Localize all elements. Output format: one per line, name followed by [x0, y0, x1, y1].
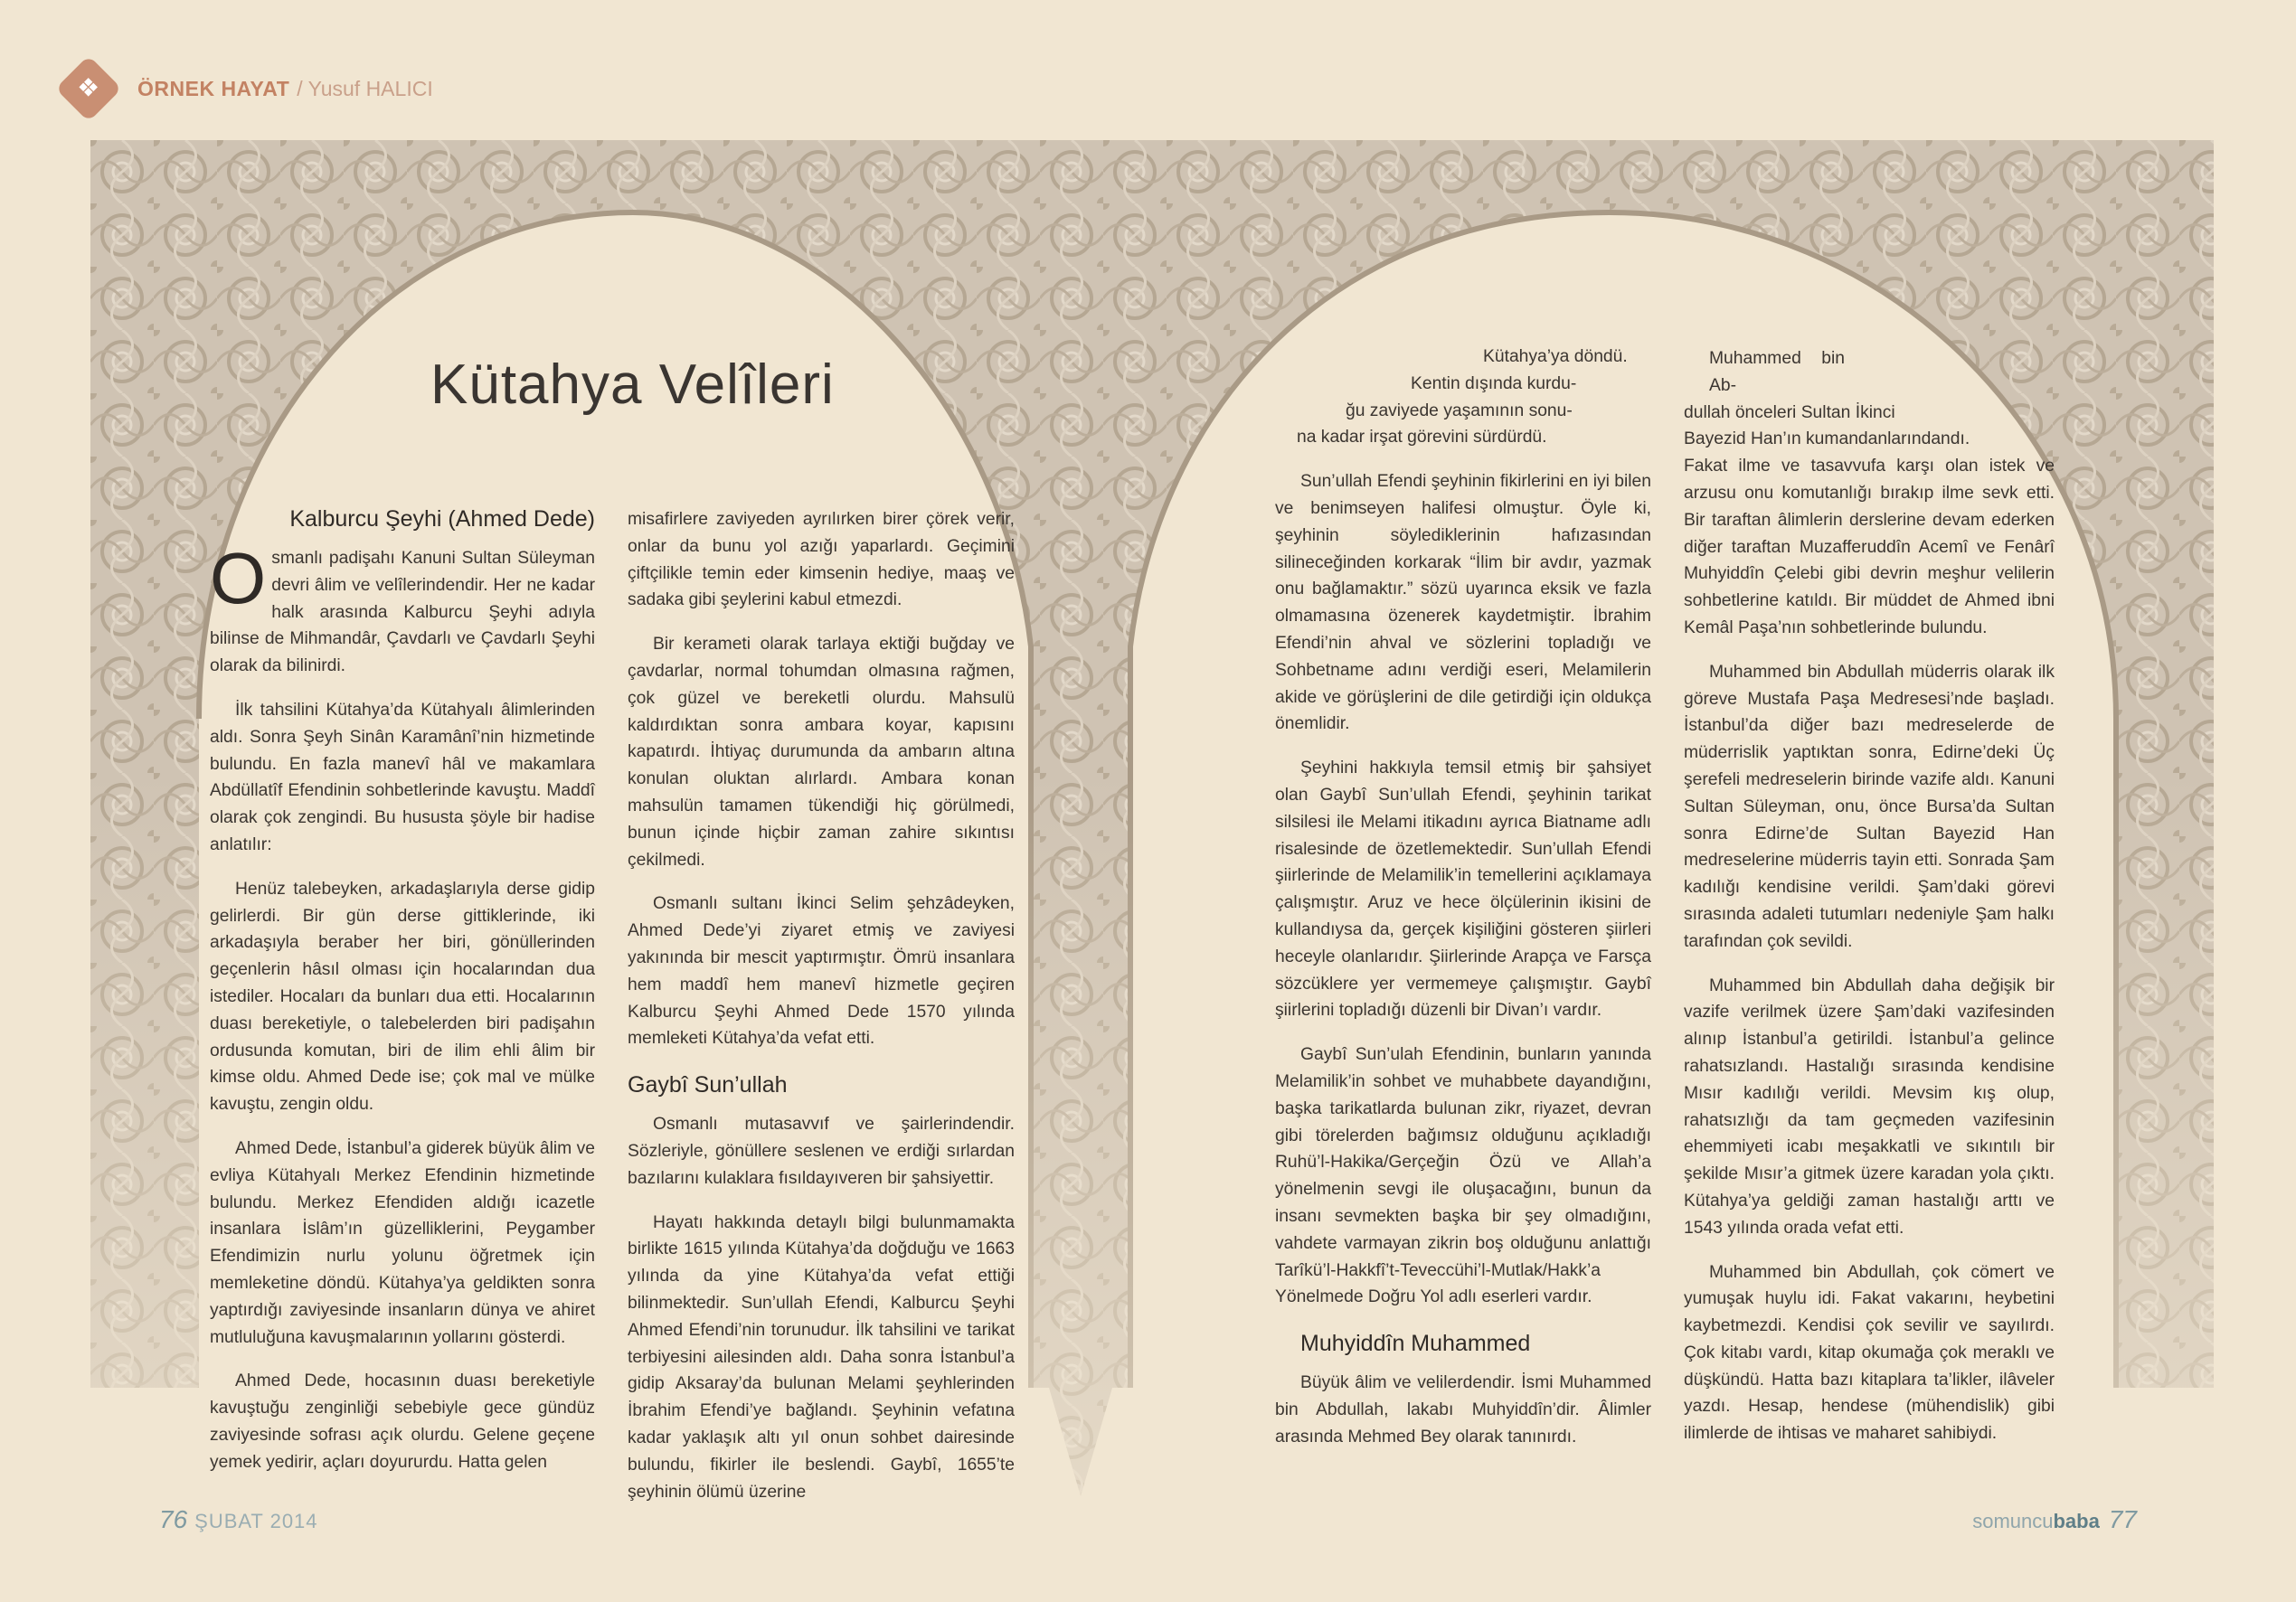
- heading-muhyiddin: Muhyiddîn Muhammed: [1300, 1331, 1531, 1357]
- heading-gaybi: Gaybî Sun’ullah: [628, 1072, 788, 1098]
- footer-left: [159, 1505, 318, 1534]
- arch-intro-lines: Kütahya’ya döndü. Kentin dışında kurdu- ğu zaviyede yaşamının sonu- na kadar irşat görevini sürdürdü.: [1297, 347, 1628, 448]
- section-title: ÖRNEK HAYAT: [137, 76, 290, 100]
- heading-kalburcu: Kalburcu Şeyhi (Ahmed Dede): [289, 506, 595, 532]
- magazine-name: somuncu: [1972, 1510, 2054, 1532]
- page-number-left: 76: [159, 1505, 188, 1533]
- paragraph: Muhammed bin Abdullah, çok cömert ve yumuşak huylu idi. Fakat vakarını, heybetini kaybetmezdi. Kendisi çok sevilir ve sayılırdı. Çok kitabı vardı, kitap okumağa çok meraklı ve düşkündü. Hatta bazı kitaplara ta’likler, ilâveler yazdı. Hesap, hendese (mühendislik) gibi ilimlerde de ihtisas ve maharet sahibiydi.: [1684, 1262, 2055, 1444]
- page-header: [65, 60, 433, 118]
- text-column-1: [210, 504, 595, 1494]
- paragraph: Bir kerameti olarak tarlaya ektiği buğday ve çavdarlar, normal tohumdan olmasına rağmen, çok güzel ve bereketli olurdu. Mahsulü kaldırdıktan sonra ambara koyar, kapısını kapatırdı. İhtiyaç durumunda da ambarın altına konulan oluktan alırlardı. Ambara konan mahsulün tamamen tükendiği hiç görülmedi, bunun içinde hiçbir zaman zahire sıkıntısı çekilmedi.: [628, 635, 1015, 870]
- paragraph: Muhammed bin Ab- dullah önceleri Sultan İkinci Bayezid Han’ın kumandanlarındandı. Fakat ilme ve tasavvufa karşı olan istek ve arzusu onu komutanlığı bırakıp ilme sevk etti. Bir taraftan âlimlerin derslerine devam ederken diğer taraftan Muzafferuddîn Acemî ve Fenârî Muhyiddîn Çelebi gibi devrin meşhur velilerin sohbetlerine katıldı. Bir müddet de Ahmed ibni Kemâl Paşa’nın sohbetlerinde bulundu.: [1684, 349, 2055, 637]
- paragraph: Osmanlı mutasavvıf ve şairlerindendir. Sözleriyle, gönüllere seslenen ve erdiği sırlardan bazılarını kulaklara fısıldayıveren bir şahsiyettir.: [628, 1115, 1015, 1188]
- paragraph: misafirlere zaviyeden ayrılırken birer çörek verir, onlar da bunu yol azığı yaparlardı. Geçimini çiftçilikle temin eder kimsenin hediye, maaş ve sadaka gibi şeylerini kabul etmezdi.: [628, 510, 1015, 610]
- text-column-2: [628, 506, 1015, 1522]
- diamond-knot-icon: ❖: [55, 55, 122, 122]
- paragraph: İlk tahsilini Kütahya’da Kütahyalı âlimlerinden aldı. Sonra Şeyh Sinân Karamânî’nin hizmetinde bulundu. En fazla manevî hâl ve makamlara Abdüllatîf Efendinin sohbetlerinde kavuştu. Maddî olarak çok zengindi. Bu hususta şöyle bir hadise anlatılır:: [210, 700, 595, 854]
- text-column-4: [1684, 345, 2055, 1465]
- magazine-name-bold: baba: [2053, 1510, 2100, 1532]
- paragraph: Sun’ullah Efendi şeyhinin fikirlerini en iyi bilen ve benimseyen halifesi olmuştur. Öyle ki, şeyhinin söylediklerinin hafızasından silineceğinden korkarak “İlim bir avdır, yazmak onu bağlamaktır.” sözü uyarınca eksik ve fazla olmamasına özenerek kaydetmiştir. İbrahim Efendi’nin ahval ve sözlerini topladığı ve Sohbetname adını verdiği eseri, Melamilerin akide ve görüşlerini de dile getirdiği için oldukça önemlidir.: [1275, 472, 1651, 734]
- article-title: Kütahya Velîleri: [430, 353, 835, 416]
- paragraph: Ahmed Dede, İstanbul’a giderek büyük âlim ve evliya Kütahyalı Merkez Efendinin hizmetinde bulundu. Merkez Efendiden aldığı icazetle insanlara İslâm’ın güzelliklerini, Peygamber Efendimizin nurlu yolunu öğretmek için memleketine döndü. Kütahya’ya geldikten sonra yaptırdığı zaviyesinde insanların dünya ve ahiret mutluluğuna kavuşmalarının yollarını gösterdi.: [210, 1138, 595, 1347]
- paragraph: Osmanlı sultanı İkinci Selim şehzâdeyken, Ahmed Dede’yi ziyaret etmiş ve zaviyesi yakınında bir mescit yaptırmıştır. Ömrü insanlara hem maddî hem manevî hizmetle geçiren Kalburcu Şeyhi Ahmed Dede 1570 yılında memleketi Kütahya’da vefat etti.: [628, 894, 1015, 1049]
- drop-cap: O: [210, 538, 267, 618]
- footer-right: [1972, 1505, 2137, 1534]
- paragraph: Hayatı hakkında detaylı bilgi bulunmamakta birlikte 1615 yılında Kütahya’da doğduğu ve 1663 yılında da yine Kütahya’da vefat ettiği bilinmektedir. Sun’ullah Efendi, Kalburcu Şeyhi Ahmed Efendi’nin torunudur. İlk tahsilini ve tarikat terbiyesini ailesinden aldı. Daha sonra İstanbul’a gidip Aksaray’da bulunan Melami şeyhlerinden İbrahim Efendi’ye bağlandı. Şeyhinin vefatına kadar yaklaşık altı yıl onun sohbet dairesinde bulundu, fikirler ile beslendi. Gaybî, 1655’te şeyhinin ölümü üzerine: [628, 1212, 1015, 1502]
- paragraph: Henüz talebeyken, arkadaşlarıyla derse gidip gelirlerdi. Bir gün derse gittiklerinde, iki arkadaşıyla beraber her biri, gönüllerinden geçenlerin hâsıl olması için hocalarından dua istediler. Hocaları da bunları dua etti. Hocalarının duası bereketiyle, o talebelerden biri padişahın ordusunda komutan, biri de ilim ehli âlim bir kimse oldu. Ahmed Dede ise; çok mal ve mülke kavuştu, zengin oldu.: [210, 879, 595, 1115]
- text-column-3: [1275, 344, 1651, 1467]
- paragraph: Büyük âlim ve velilerdendir. İsmi Muhammed bin Abdullah, lakabı Muhyiddîn’dir. Âlimler arasında Mehmed Bey olarak tanınırdı.: [1275, 1373, 1651, 1447]
- paragraph: Muhammed bin Abdullah daha değişik bir vazife verilmek üzere Şam’daki vazifesinden alınıp İstanbul’a getirildi. İstanbul’a gelince rahatsızlandı. Hastalığı sırasında kendisine Mısır kadılığı verildi. Mevsim kış olup, rahatsızlığı da tam geçmeden vazifesinin ehemmiyeti icabı meşakkatli ve sıkıntılı bir şekilde Mısır’a gitmek üzere karadan yola çıktı. Kütahya’ya geldiği zaman hastalığı arttı ve 1543 yılında orada vefat etti.: [1684, 975, 2055, 1238]
- paragraph: Muhammed bin Abdullah müderris olarak ilk göreve Mustafa Paşa Medresesi’nde başladı. İstanbul’da diğer bazı medreselerde de müderrislik yaptıktan sonra, Edirne’deki Üç şerefeli medreselerin birinde vazife aldı. Kanuni Sultan Süleyman, onu, önce Bursa’da Sultan sonra Edirne’de Sultan Bayezid Han medreselerine müderris tayin etti. Sonrada Şam kadılığı kendisine verildi. Şam’daki görevi sırasında adaleti tutumları nedeniyle Şam halkı tarafından çok sevildi.: [1684, 662, 2055, 951]
- paragraph: Gaybî Sun’ulah Efendinin, bunların yanında Melamilik’in sohbet ve muhabbete dayandığını, başka tarikatlarda bulunan zikr, riyazet, devran gibi törelerden bağımsız olduğunu açıkladığı Ruhü’l-Hakika/Gerçeğin Özü ve Allah’a yönelmenin sevgi ile oluşacağını, bunun da insanı sevmekten başka bir şey olmadığını, vahdete varmayan zikrin boş olduğunu anlattığı Tarîkü’l-Hakkfî’t-Teveccühi’l-Mutlak/Hakk’a Yönelmede Doğru Yol adlı eserleri vardır.: [1275, 1045, 1651, 1307]
- paragraph: Şeyhini hakkıyla temsil etmiş bir şahsiyet olan Gaybî Sun’ullah Efendi, şeyhinin tarikat silsilesi ile Melami itikadını ayrıca Biatname adlı risalesinde de özetlemektedir. Sun’ullah Efendi şiirlerinde de Melamilik’in temellerini açıklamaya çalışmıştır. Aruz ve hece ölçülerinin ikisini de kullandıysa da, gerçek kişiliğini gösteren şiirleri heceyle olanlarıdır. Şiirlerinde Arapça ve Farsça sözcüklere yer vermemeye çalışmıştır. Gaybî şiirlerini topladığı düzenli bir Divan’ı vardır.: [1275, 759, 1651, 1021]
- paragraph: Ahmed Dede, hocasının duası bereketiyle kavuştuğu zenginliği sebebiyle gece gündüz zaviyesinde sofrası açık olurdu. Gelene geçene yemek yedirir, açları doyururdu. Hatta gelen: [210, 1371, 595, 1472]
- author-name: / Yusuf HALICI: [297, 76, 433, 100]
- page-number-right: 77: [2108, 1505, 2137, 1533]
- paragraph: Osmanlı padişahı Kanuni Sultan Süleyman devri âlim ve velîlerindendir. Her ne kadar halk arasında Kalburcu Şeyhi adıyla bilinse de Mihmandâr, Çavdarlı ve Çavdarlı Şeyhi olarak da bilinirdi.: [210, 538, 595, 676]
- issue-date: ŞUBAT 2014: [194, 1510, 318, 1532]
